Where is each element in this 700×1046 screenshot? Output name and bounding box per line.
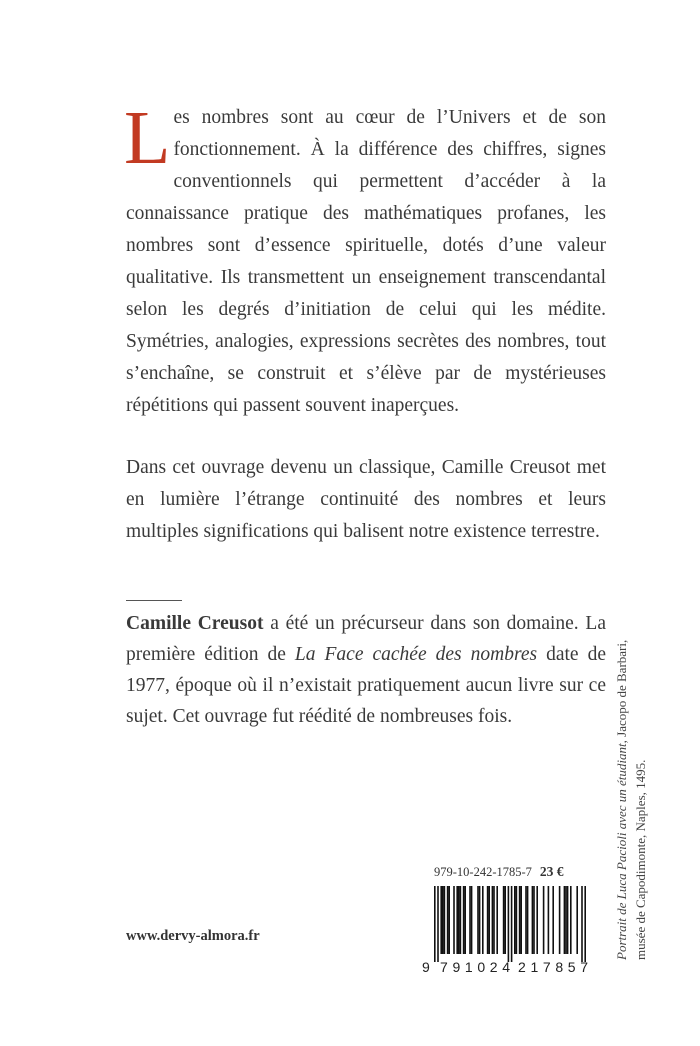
barcode-bar: [508, 886, 510, 962]
blurb-paragraph-1: [124, 96, 606, 422]
price: 23 €: [539, 864, 564, 879]
barcode-block: [418, 858, 598, 978]
barcode-bar: [487, 886, 489, 954]
credit-title: Portrait de Luca Pacioli avec un étudiant: [614, 743, 629, 960]
barcode-bar: [584, 886, 586, 962]
barcode-bar: [552, 886, 554, 954]
barcode-bar: [437, 886, 439, 962]
barcode-bar: [488, 886, 490, 954]
barcode-bar: [527, 886, 529, 954]
drop-cap-letter: L: [124, 96, 171, 180]
barcode-bar: [519, 886, 521, 954]
barcode-bar: [504, 886, 506, 954]
barcode-bar: [570, 886, 572, 954]
barcode-bar: [511, 886, 513, 962]
publisher-website: www.dervy-almora.fr: [126, 928, 260, 944]
barcode-bar: [460, 886, 462, 954]
barcode-bar: [565, 886, 567, 954]
barcode-bar: [471, 886, 473, 954]
barcode-bar: [548, 886, 550, 954]
barcode-digit-first: 9: [422, 959, 430, 975]
barcode-bar: [493, 886, 495, 954]
author-name: Camille Creusot: [126, 613, 264, 634]
barcode-bar: [477, 886, 479, 954]
author-bio: [126, 608, 606, 732]
barcode-bar: [492, 886, 494, 954]
barcode-bar: [464, 886, 466, 954]
bio-text-1: a été un précurseur dans son domaine. La première édition de: [126, 613, 606, 665]
barcode-bar: [469, 886, 471, 954]
barcode-bar: [444, 886, 446, 954]
barcode-bar: [503, 886, 505, 954]
barcode-bar: [448, 886, 450, 954]
isbn-number: 979-10-242-1785-7: [434, 865, 532, 879]
barcode-bar: [516, 886, 518, 954]
book-title: La Face cachée des nombres: [294, 644, 538, 665]
barcode-bars: [434, 886, 586, 962]
barcode-bar: [581, 886, 583, 962]
bio-text-2: date de 1977, époque où il n’existait pratiquement aucun livre sur ce sujet. Cet ouvrage fut réédité de nombreuses fois.: [126, 644, 607, 727]
barcode-bar: [532, 886, 534, 954]
barcode-digits-left: 791024: [440, 959, 510, 975]
section-divider: [126, 600, 182, 601]
barcode-bar: [564, 886, 566, 954]
credit-details: , Jacopo de Barbari, musée de Capodimonte, Naples, 1495.: [614, 639, 648, 960]
cover-image-credit: [612, 630, 650, 960]
barcode-bar: [456, 886, 458, 954]
barcode-bar: [567, 886, 569, 954]
barcode-bar: [536, 886, 538, 954]
barcode-bar: [458, 886, 460, 954]
barcode-bar: [520, 886, 522, 954]
barcode-bar: [479, 886, 481, 954]
barcode-bar: [576, 886, 578, 954]
barcode-bar: [434, 886, 436, 962]
isbn-price-row: [434, 864, 564, 880]
barcode-bar: [463, 886, 465, 954]
barcode-bar: [514, 886, 516, 954]
barcode-bar: [525, 886, 527, 954]
barcode-bar: [543, 886, 545, 954]
barcode-bar: [447, 886, 449, 954]
barcode-bar: [482, 886, 484, 954]
back-cover-blurb: [124, 96, 606, 548]
barcode-bar: [533, 886, 535, 954]
barcode-bar: [496, 886, 498, 954]
barcode-bar: [442, 886, 444, 954]
blurb-paragraph-2: Dans cet ouvrage devenu un classique, Camille Creusot met en lumière l’étrange continuité des nombres et leurs multiples significations qui balisent notre existence terrestre.: [126, 457, 606, 542]
barcode-graphic: [418, 886, 598, 978]
barcode-digits-right: 217857: [518, 959, 588, 975]
blurb-paragraph-1-text: es nombres sont au cœur de l’Univers et de son fonctionnement. À la différence des chiffres, signes conventionnels qui permettent d’accéder à la connaissance pratique des mathématiques profanes, les nombres sont d’essence spirituelle, dotés d’une valeur qualitative. Ils transmettent un enseignement transcendantal selon les degrés d’initiation de celui qui les médite. Symétries, analogies, expressions secrètes des nombres, tout s’enchaîne, se construit et s’élève par de mystérieuses répétitions qui passent souvent inaperçues.: [126, 107, 606, 416]
barcode-bar: [559, 886, 561, 954]
barcode-bar: [440, 886, 442, 954]
barcode-bar: [453, 886, 455, 954]
